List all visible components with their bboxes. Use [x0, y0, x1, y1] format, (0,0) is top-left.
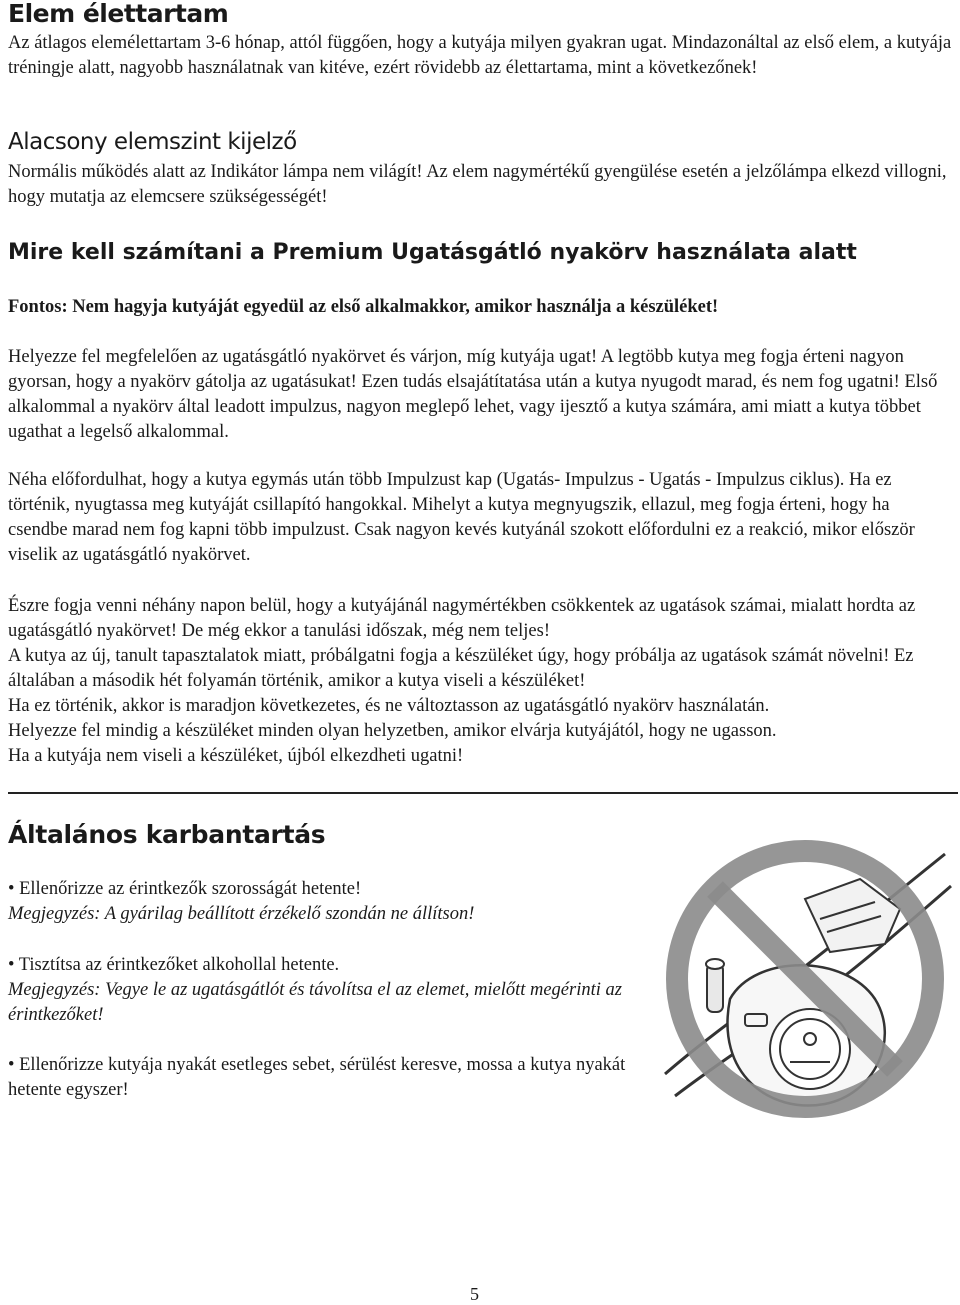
maintenance-item: [8, 1053, 633, 1103]
maintenance-item-note: Megjegyzés: A gyárilag beállított érzékelő szondán ne állítson!: [8, 904, 475, 924]
maintenance-item-text: • Ellenőrizze az érintkezők szorosságát hetente!: [8, 879, 362, 899]
section-title-low-battery: Alacsony elemszint kijelző: [8, 129, 297, 155]
expect-line: A kutya az új, tanult tapasztalatok miatt, próbálgatni fogja a készüléket úgy, hogy próbálja az ugatások számát növelni! Ez általában a második hét folyamán történik, amikor a kutya viseli a készüléket!: [8, 646, 914, 691]
expect-line: Ha ez történik, akkor is maradjon következetes, és ne változtasson az ugatásgátló nyakörv használatán.: [8, 696, 770, 716]
section-divider: [8, 792, 958, 794]
expect-paragraph-3: [8, 594, 953, 769]
section-title-maintenance: Általános karbantartás: [8, 820, 326, 849]
battery-life-text: Az átlagos elemélettartam 3-6 hónap, attól függően, hogy a kutyája milyen gyakran ugat. Mindazonáltal az első elem, a kutyája tréningje alatt, nagyobb használatnak van kitéve, ezért rövidebb az élettartama, mint a következőnek!: [8, 33, 952, 78]
maintenance-item: [8, 877, 633, 927]
maintenance-item-text: • Tisztítsa az érintkezőket alkohollal hetente.: [8, 955, 340, 975]
expect-line: Ha a kutyája nem viseli a készüléket, újból elkezdheti ugatni!: [8, 746, 464, 766]
important-note: Fontos: Nem hagyja kutyáját egyedül az első alkalmakkor, amikor használja a készüléket!: [8, 297, 719, 317]
expect-line: Észre fogja venni néhány napon belül, hogy a kutyájánál nagymértékben csökkentek az ugatások számai, mialatt hordta az ugatásgátló nyakörvet! De még ekkor a tanulási időszak, még nem teljes!: [8, 596, 916, 641]
page-number: 5: [470, 1284, 479, 1304]
section-title-battery-life: Elem élettartam: [8, 0, 229, 28]
section-title-what-to-expect: Mire kell számítani a Premium Ugatásgátló nyakörv használata alatt: [8, 240, 857, 265]
collar-device-prohibited-figure: [645, 824, 953, 1124]
maintenance-item: [8, 953, 633, 1028]
expect-line: Helyezze fel mindig a készüléket minden olyan helyzetben, amikor elvárja kutyájától, hogy ne ugasson.: [8, 721, 777, 741]
expect-paragraph-2: Néha előfordulhat, hogy a kutya egymás után több Impulzust kap (Ugatás- Impulzus - Ugatás - Impulzus ciklus). Ha ez történik, nyugtassa meg kutyáját csillapító hangokkal. Mihelyt a kutya megnyugszik, ellazul, meg fogja érteni, hogy ha csendbe marad nem fog kapni több impulzust. Csak nagyon kevés kutyánál szokott előfordulni ez a reakció, mikor először viselik az ugatásgátló nyakörvet.: [8, 470, 915, 565]
low-battery-text: Normális működés alatt az Indikátor lámpa nem világít! Az elem nagymértékű gyengülése esetén a jelzőlámpa elkezd villogni, hogy mutatja az elemcsere szükségességét!: [8, 162, 947, 207]
maintenance-item-note: Megjegyzés: Vegye le az ugatásgátlót és távolítsa el az elemet, mielőtt megérinti az érintkezőket!: [8, 980, 622, 1025]
maintenance-item-text: • Ellenőrizze kutyája nyakát esetleges sebet, sérülést keresve, mossa a kutya nyakát hetente egyszer!: [8, 1055, 626, 1100]
expect-paragraph-1: Helyezze fel megfelelően az ugatásgátló nyakörvet és várjon, míg kutyája ugat! A legtöbb kutya meg fogja érteni nagyon gyorsan, hogy a nyakörv gátolja az ugatásukat! Ezen tudás elsajátítatása után a kutya nyugodt marad, és nem fog ugatni! Első alkalommal a nyakörv által leadott impulzus, nagyon meglepő lehet, vagy ijesztő a kutya számára, ami miatt a kutya többet ugathat a legelső alkalommal.: [8, 347, 938, 442]
